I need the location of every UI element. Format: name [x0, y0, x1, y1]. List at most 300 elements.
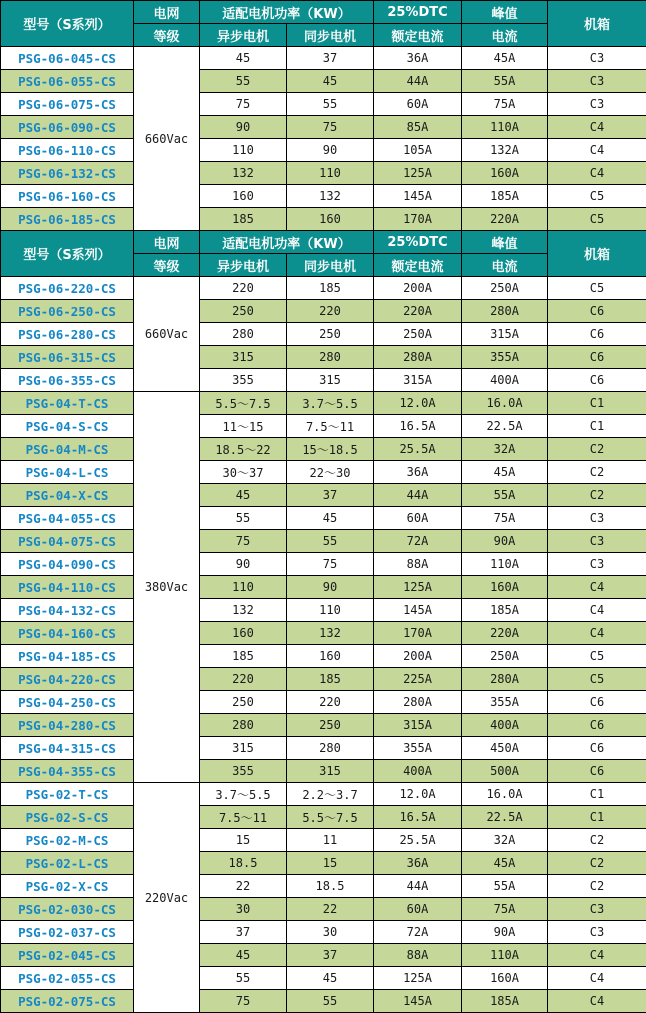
async-power-cell: 315 — [200, 737, 287, 760]
sync-power-cell: 2.2～3.7 — [287, 783, 374, 806]
cabinet-cell: C2 — [548, 829, 646, 852]
cabinet-cell: C5 — [548, 645, 646, 668]
async-power-cell: 132 — [200, 599, 287, 622]
table-row — [1, 507, 646, 530]
sync-power-cell: 11 — [287, 829, 374, 852]
model-cell: PSG-04-250-CS — [1, 691, 134, 714]
model-cell: PSG-04-185-CS — [1, 645, 134, 668]
table-row — [1, 300, 646, 323]
dtc-current-cell: 220A — [374, 300, 462, 323]
cabinet-cell: C1 — [548, 392, 646, 415]
cabinet-cell: C3 — [548, 507, 646, 530]
async-power-cell: 280 — [200, 714, 287, 737]
async-power-cell: 355 — [200, 369, 287, 392]
peak-current-cell: 220A — [462, 208, 548, 231]
sync-power-cell: 250 — [287, 323, 374, 346]
async-power-cell: 185 — [200, 208, 287, 231]
model-cell: PSG-06-045-CS — [1, 47, 134, 70]
header-model: 型号（S系列） — [1, 231, 134, 277]
sync-power-cell: 30 — [287, 921, 374, 944]
peak-current-cell: 32A — [462, 438, 548, 461]
model-cell: PSG-02-S-CS — [1, 806, 134, 829]
peak-current-cell: 400A — [462, 714, 548, 737]
async-power-cell: 355 — [200, 760, 287, 783]
async-power-cell: 37 — [200, 921, 287, 944]
model-cell: PSG-06-250-CS — [1, 300, 134, 323]
cabinet-cell: C6 — [548, 346, 646, 369]
table-row — [1, 484, 646, 507]
peak-current-cell: 75A — [462, 898, 548, 921]
model-cell: PSG-02-T-CS — [1, 783, 134, 806]
table-row — [1, 944, 646, 967]
table-row — [1, 208, 646, 231]
cabinet-cell: C4 — [548, 162, 646, 185]
sync-power-cell: 280 — [287, 346, 374, 369]
peak-current-cell: 315A — [462, 323, 548, 346]
cabinet-cell: C3 — [548, 530, 646, 553]
async-power-cell: 250 — [200, 691, 287, 714]
dtc-current-cell: 145A — [374, 185, 462, 208]
table-row — [1, 898, 646, 921]
peak-current-cell: 90A — [462, 921, 548, 944]
header-dtc-top: 25%DTC — [374, 1, 462, 24]
header-power: 适配电机功率（KW） — [200, 1, 374, 24]
table-row — [1, 921, 646, 944]
header-grid-bottom: 等级 — [134, 254, 200, 277]
model-cell: PSG-04-090-CS — [1, 553, 134, 576]
table-row — [1, 346, 646, 369]
dtc-current-cell: 315A — [374, 714, 462, 737]
header-grid-top: 电网 — [134, 1, 200, 24]
peak-current-cell: 250A — [462, 645, 548, 668]
dtc-current-cell: 125A — [374, 967, 462, 990]
header-grid-bottom: 等级 — [134, 24, 200, 47]
async-power-cell: 280 — [200, 323, 287, 346]
model-cell: PSG-04-160-CS — [1, 622, 134, 645]
sync-power-cell: 280 — [287, 737, 374, 760]
async-power-cell: 160 — [200, 622, 287, 645]
peak-current-cell: 55A — [462, 484, 548, 507]
dtc-current-cell: 280A — [374, 691, 462, 714]
dtc-current-cell: 145A — [374, 990, 462, 1013]
voltage-cell: 660Vac — [134, 47, 200, 231]
sync-power-cell: 22 — [287, 898, 374, 921]
async-power-cell: 90 — [200, 553, 287, 576]
cabinet-cell: C6 — [548, 760, 646, 783]
model-cell: PSG-06-315-CS — [1, 346, 134, 369]
peak-current-cell: 185A — [462, 599, 548, 622]
async-power-cell: 315 — [200, 346, 287, 369]
header-cabinet: 机箱 — [548, 1, 646, 47]
dtc-current-cell: 125A — [374, 162, 462, 185]
async-power-cell: 30～37 — [200, 461, 287, 484]
dtc-current-cell: 400A — [374, 760, 462, 783]
table-row — [1, 553, 646, 576]
dtc-current-cell: 355A — [374, 737, 462, 760]
async-power-cell: 250 — [200, 300, 287, 323]
sync-power-cell: 315 — [287, 760, 374, 783]
dtc-current-cell: 280A — [374, 346, 462, 369]
dtc-current-cell: 60A — [374, 507, 462, 530]
peak-current-cell: 55A — [462, 70, 548, 93]
model-cell: PSG-02-M-CS — [1, 829, 134, 852]
cabinet-cell: C3 — [548, 70, 646, 93]
peak-current-cell: 280A — [462, 300, 548, 323]
sync-power-cell: 45 — [287, 70, 374, 93]
peak-current-cell: 110A — [462, 944, 548, 967]
table-row — [1, 461, 646, 484]
cabinet-cell: C1 — [548, 415, 646, 438]
peak-current-cell: 45A — [462, 852, 548, 875]
cabinet-cell: C1 — [548, 806, 646, 829]
dtc-current-cell: 60A — [374, 93, 462, 116]
model-cell: PSG-04-280-CS — [1, 714, 134, 737]
model-cell: PSG-04-110-CS — [1, 576, 134, 599]
model-cell: PSG-06-280-CS — [1, 323, 134, 346]
dtc-current-cell: 72A — [374, 530, 462, 553]
async-power-cell: 75 — [200, 93, 287, 116]
sync-power-cell: 90 — [287, 576, 374, 599]
cabinet-cell: C6 — [548, 691, 646, 714]
table-row — [1, 760, 646, 783]
async-power-cell: 132 — [200, 162, 287, 185]
async-power-cell: 11～15 — [200, 415, 287, 438]
dtc-current-cell: 60A — [374, 898, 462, 921]
table-row — [1, 70, 646, 93]
async-power-cell: 110 — [200, 139, 287, 162]
peak-current-cell: 110A — [462, 553, 548, 576]
dtc-current-cell: 200A — [374, 277, 462, 300]
dtc-current-cell: 36A — [374, 47, 462, 70]
header-async: 异步电机 — [200, 24, 287, 47]
header-row-top — [1, 231, 646, 254]
dtc-current-cell: 88A — [374, 553, 462, 576]
cabinet-cell: C5 — [548, 208, 646, 231]
async-power-cell: 7.5～11 — [200, 806, 287, 829]
peak-current-cell: 160A — [462, 967, 548, 990]
dtc-current-cell: 16.5A — [374, 806, 462, 829]
dtc-current-cell: 200A — [374, 645, 462, 668]
sync-power-cell: 45 — [287, 507, 374, 530]
cabinet-cell: C3 — [548, 93, 646, 116]
table-row — [1, 829, 646, 852]
async-power-cell: 160 — [200, 185, 287, 208]
table-row — [1, 990, 646, 1013]
async-power-cell: 45 — [200, 47, 287, 70]
sync-power-cell: 15～18.5 — [287, 438, 374, 461]
dtc-current-cell: 125A — [374, 576, 462, 599]
cabinet-cell: C3 — [548, 921, 646, 944]
async-power-cell: 15 — [200, 829, 287, 852]
model-cell: PSG-06-132-CS — [1, 162, 134, 185]
table-row — [1, 576, 646, 599]
table-row — [1, 668, 646, 691]
peak-current-cell: 75A — [462, 93, 548, 116]
cabinet-cell: C5 — [548, 668, 646, 691]
async-power-cell: 5.5～7.5 — [200, 392, 287, 415]
cabinet-cell: C2 — [548, 852, 646, 875]
dtc-current-cell: 12.0A — [374, 392, 462, 415]
header-peak-top: 峰值 — [462, 231, 548, 254]
cabinet-cell: C5 — [548, 277, 646, 300]
table-row — [1, 185, 646, 208]
cabinet-cell: C6 — [548, 323, 646, 346]
sync-power-cell: 18.5 — [287, 875, 374, 898]
table-row — [1, 438, 646, 461]
table-row — [1, 277, 646, 300]
voltage-cell: 220Vac — [134, 783, 200, 1013]
table-row — [1, 806, 646, 829]
cabinet-cell: C4 — [548, 599, 646, 622]
table-row — [1, 392, 646, 415]
table-row — [1, 47, 646, 70]
header-dtc-bottom: 额定电流 — [374, 254, 462, 277]
peak-current-cell: 220A — [462, 622, 548, 645]
sync-power-cell: 132 — [287, 185, 374, 208]
async-power-cell: 45 — [200, 944, 287, 967]
sync-power-cell: 185 — [287, 277, 374, 300]
async-power-cell: 22 — [200, 875, 287, 898]
table-row — [1, 93, 646, 116]
peak-current-cell: 45A — [462, 47, 548, 70]
header-peak-bottom: 电流 — [462, 254, 548, 277]
voltage-cell: 380Vac — [134, 392, 200, 783]
cabinet-cell: C3 — [548, 898, 646, 921]
model-cell: PSG-06-355-CS — [1, 369, 134, 392]
cabinet-cell: C4 — [548, 576, 646, 599]
header-dtc-top: 25%DTC — [374, 231, 462, 254]
dtc-current-cell: 170A — [374, 622, 462, 645]
cabinet-cell: C2 — [548, 438, 646, 461]
sync-power-cell: 22～30 — [287, 461, 374, 484]
dtc-current-cell: 170A — [374, 208, 462, 231]
cabinet-cell: C1 — [548, 783, 646, 806]
peak-current-cell: 160A — [462, 576, 548, 599]
header-row-top — [1, 1, 646, 24]
model-cell: PSG-02-037-CS — [1, 921, 134, 944]
async-power-cell: 55 — [200, 507, 287, 530]
async-power-cell: 45 — [200, 484, 287, 507]
sync-power-cell: 220 — [287, 300, 374, 323]
dtc-current-cell: 72A — [374, 921, 462, 944]
model-cell: PSG-04-220-CS — [1, 668, 134, 691]
peak-current-cell: 110A — [462, 116, 548, 139]
model-cell: PSG-02-030-CS — [1, 898, 134, 921]
header-power: 适配电机功率（KW） — [200, 231, 374, 254]
peak-current-cell: 90A — [462, 530, 548, 553]
table-row — [1, 737, 646, 760]
cabinet-cell: C6 — [548, 369, 646, 392]
sync-power-cell: 185 — [287, 668, 374, 691]
cabinet-cell: C5 — [548, 185, 646, 208]
table-row — [1, 415, 646, 438]
table-row — [1, 162, 646, 185]
header-grid-top: 电网 — [134, 231, 200, 254]
async-power-cell: 90 — [200, 116, 287, 139]
table-body — [1, 1, 646, 1013]
model-cell: PSG-04-L-CS — [1, 461, 134, 484]
cabinet-cell: C6 — [548, 714, 646, 737]
sync-power-cell: 220 — [287, 691, 374, 714]
model-cell: PSG-04-X-CS — [1, 484, 134, 507]
model-cell: PSG-06-185-CS — [1, 208, 134, 231]
header-model: 型号（S系列） — [1, 1, 134, 47]
dtc-current-cell: 25.5A — [374, 438, 462, 461]
peak-current-cell: 450A — [462, 737, 548, 760]
model-cell: PSG-06-075-CS — [1, 93, 134, 116]
model-cell: PSG-02-L-CS — [1, 852, 134, 875]
peak-current-cell: 280A — [462, 668, 548, 691]
table-row — [1, 323, 646, 346]
sync-power-cell: 37 — [287, 944, 374, 967]
async-power-cell: 30 — [200, 898, 287, 921]
sync-power-cell: 55 — [287, 530, 374, 553]
async-power-cell: 75 — [200, 530, 287, 553]
peak-current-cell: 32A — [462, 829, 548, 852]
async-power-cell: 220 — [200, 277, 287, 300]
sync-power-cell: 315 — [287, 369, 374, 392]
async-power-cell: 75 — [200, 990, 287, 1013]
sync-power-cell: 5.5～7.5 — [287, 806, 374, 829]
header-peak-top: 峰值 — [462, 1, 548, 24]
peak-current-cell: 185A — [462, 185, 548, 208]
sync-power-cell: 3.7～5.5 — [287, 392, 374, 415]
model-cell: PSG-04-S-CS — [1, 415, 134, 438]
dtc-current-cell: 85A — [374, 116, 462, 139]
dtc-current-cell: 25.5A — [374, 829, 462, 852]
sync-power-cell: 110 — [287, 162, 374, 185]
cabinet-cell: C6 — [548, 737, 646, 760]
peak-current-cell: 22.5A — [462, 806, 548, 829]
cabinet-cell: C6 — [548, 300, 646, 323]
dtc-current-cell: 36A — [374, 461, 462, 484]
sync-power-cell: 37 — [287, 484, 374, 507]
header-peak-bottom: 电流 — [462, 24, 548, 47]
model-cell: PSG-04-M-CS — [1, 438, 134, 461]
peak-current-cell: 500A — [462, 760, 548, 783]
sync-power-cell: 75 — [287, 116, 374, 139]
cabinet-cell: C2 — [548, 484, 646, 507]
peak-current-cell: 355A — [462, 346, 548, 369]
cabinet-cell: C4 — [548, 622, 646, 645]
table-row — [1, 139, 646, 162]
dtc-current-cell: 36A — [374, 852, 462, 875]
cabinet-cell: C4 — [548, 990, 646, 1013]
peak-current-cell: 16.0A — [462, 392, 548, 415]
header-async: 异步电机 — [200, 254, 287, 277]
peak-current-cell: 132A — [462, 139, 548, 162]
table-row — [1, 116, 646, 139]
model-cell: PSG-06-110-CS — [1, 139, 134, 162]
sync-power-cell: 250 — [287, 714, 374, 737]
dtc-current-cell: 225A — [374, 668, 462, 691]
peak-current-cell: 22.5A — [462, 415, 548, 438]
peak-current-cell: 75A — [462, 507, 548, 530]
table-row — [1, 714, 646, 737]
table-row — [1, 967, 646, 990]
table-row — [1, 645, 646, 668]
dtc-current-cell: 12.0A — [374, 783, 462, 806]
dtc-current-cell: 44A — [374, 875, 462, 898]
sync-power-cell: 45 — [287, 967, 374, 990]
model-cell: PSG-02-075-CS — [1, 990, 134, 1013]
peak-current-cell: 55A — [462, 875, 548, 898]
table-row — [1, 369, 646, 392]
async-power-cell: 18.5～22 — [200, 438, 287, 461]
async-power-cell: 110 — [200, 576, 287, 599]
async-power-cell: 220 — [200, 668, 287, 691]
header-sync: 同步电机 — [287, 24, 374, 47]
cabinet-cell: C2 — [548, 461, 646, 484]
sync-power-cell: 55 — [287, 93, 374, 116]
cabinet-cell: C4 — [548, 139, 646, 162]
dtc-current-cell: 315A — [374, 369, 462, 392]
sync-power-cell: 7.5～11 — [287, 415, 374, 438]
dtc-current-cell: 145A — [374, 599, 462, 622]
sync-power-cell: 55 — [287, 990, 374, 1013]
model-cell: PSG-04-055-CS — [1, 507, 134, 530]
dtc-current-cell: 16.5A — [374, 415, 462, 438]
table-row — [1, 622, 646, 645]
async-power-cell: 3.7～5.5 — [200, 783, 287, 806]
sync-power-cell: 37 — [287, 47, 374, 70]
model-cell: PSG-06-220-CS — [1, 277, 134, 300]
header-cabinet: 机箱 — [548, 231, 646, 277]
model-cell: PSG-02-045-CS — [1, 944, 134, 967]
model-cell: PSG-02-055-CS — [1, 967, 134, 990]
async-power-cell: 18.5 — [200, 852, 287, 875]
table-row — [1, 875, 646, 898]
dtc-current-cell: 250A — [374, 323, 462, 346]
sync-power-cell: 90 — [287, 139, 374, 162]
dtc-current-cell: 88A — [374, 944, 462, 967]
sync-power-cell: 160 — [287, 645, 374, 668]
cabinet-cell: C4 — [548, 967, 646, 990]
table-row — [1, 852, 646, 875]
dtc-current-cell: 105A — [374, 139, 462, 162]
model-cell: PSG-02-X-CS — [1, 875, 134, 898]
async-power-cell: 55 — [200, 967, 287, 990]
peak-current-cell: 160A — [462, 162, 548, 185]
table-row — [1, 691, 646, 714]
sync-power-cell: 160 — [287, 208, 374, 231]
async-power-cell: 185 — [200, 645, 287, 668]
dtc-current-cell: 44A — [374, 484, 462, 507]
cabinet-cell: C2 — [548, 875, 646, 898]
model-cell: PSG-04-T-CS — [1, 392, 134, 415]
sync-power-cell: 110 — [287, 599, 374, 622]
peak-current-cell: 45A — [462, 461, 548, 484]
cabinet-cell: C4 — [548, 944, 646, 967]
model-cell: PSG-06-090-CS — [1, 116, 134, 139]
dtc-current-cell: 44A — [374, 70, 462, 93]
sync-power-cell: 15 — [287, 852, 374, 875]
peak-current-cell: 250A — [462, 277, 548, 300]
model-cell: PSG-06-055-CS — [1, 70, 134, 93]
peak-current-cell: 185A — [462, 990, 548, 1013]
model-cell: PSG-04-315-CS — [1, 737, 134, 760]
cabinet-cell: C3 — [548, 47, 646, 70]
header-dtc-bottom: 额定电流 — [374, 24, 462, 47]
peak-current-cell: 400A — [462, 369, 548, 392]
cabinet-cell: C3 — [548, 553, 646, 576]
sync-power-cell: 132 — [287, 622, 374, 645]
table-row — [1, 783, 646, 806]
voltage-cell: 660Vac — [134, 277, 200, 392]
sync-power-cell: 75 — [287, 553, 374, 576]
header-sync: 同步电机 — [287, 254, 374, 277]
model-cell: PSG-04-075-CS — [1, 530, 134, 553]
